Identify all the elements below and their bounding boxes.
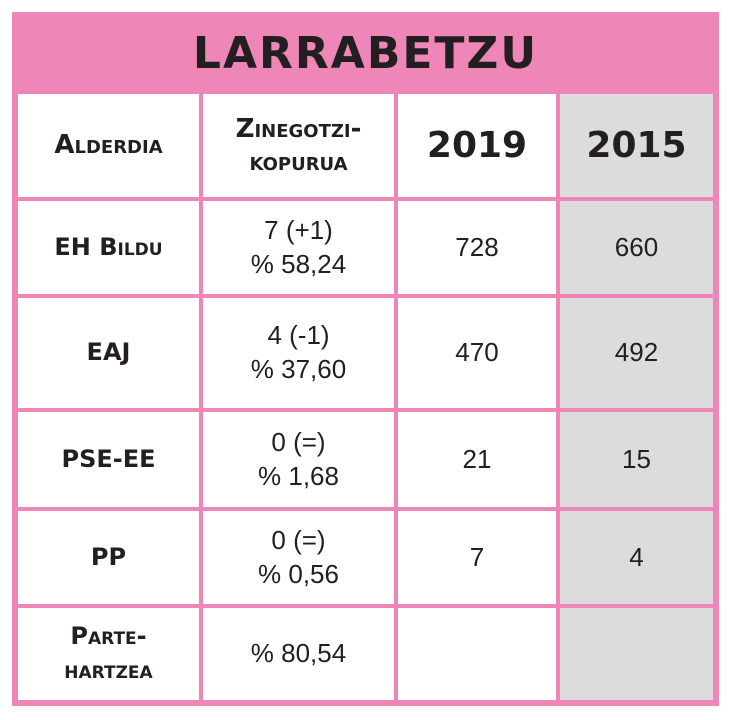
table-row-party [18,412,199,507]
table-row-party [18,201,199,294]
votes-2015: 15 [622,443,651,474]
percent-value: % 0,56 [258,558,339,589]
participation-percent: % 80,54 [250,638,347,669]
percent-value: % 1,68 [258,460,339,491]
votes-2015: 660 [614,231,659,262]
votes-2019: 21 [462,443,492,474]
votes-2015: 492 [614,337,659,368]
header-seats-line2: kopurua [249,146,348,177]
table-row-2019 [398,298,556,408]
table-row-2015 [560,201,713,294]
table-row-seats [203,298,394,408]
table-row-2015 [560,412,713,507]
participation-label-cell [18,608,199,700]
party-name: EAJ [86,338,131,367]
participation-label-line1: Parte- [70,622,147,651]
table-row-party [18,298,199,408]
votes-2019: 728 [455,231,499,262]
participation-label-line2: hartzea [64,656,153,684]
results-table [12,12,719,706]
party-name: EH Bildu [54,232,163,261]
party-name: PSE-EE [61,444,156,473]
header-year-b: 2015 [586,125,687,166]
header-year-2015 [560,94,713,197]
table-row-2015 [560,298,713,408]
votes-2019: 470 [455,337,499,368]
table-row-2019 [398,511,556,604]
participation-2019-cell [398,608,556,700]
header-year-2019 [398,94,556,197]
seats-value: 4 (-1) [267,320,330,351]
table-row-2019 [398,201,556,294]
table-row-seats [203,412,394,507]
table-row-seats [203,201,394,294]
seats-value: 0 (=) [271,524,326,555]
percent-value: % 58,24 [250,248,347,279]
table-title: LARRABETZU [192,27,539,79]
table-row-seats [203,511,394,604]
party-name: PP [90,542,127,571]
votes-2015: 4 [629,541,644,572]
table-row-2015 [560,511,713,604]
header-party [18,94,199,197]
header-seats [203,94,394,197]
header-party-label: Alderdia [54,130,163,161]
header-seats-line1: Zinegotzi- [235,114,362,144]
header-year-a: 2019 [426,125,528,166]
participation-pct-cell [203,608,394,700]
seats-value: 7 (+1) [264,214,333,245]
table-row-2019 [398,412,556,507]
seats-value: 0 (=) [271,426,326,457]
votes-2019: 7 [469,541,485,572]
table-row-party [18,511,199,604]
participation-2015-cell [560,608,713,700]
percent-value: % 37,60 [250,354,347,384]
